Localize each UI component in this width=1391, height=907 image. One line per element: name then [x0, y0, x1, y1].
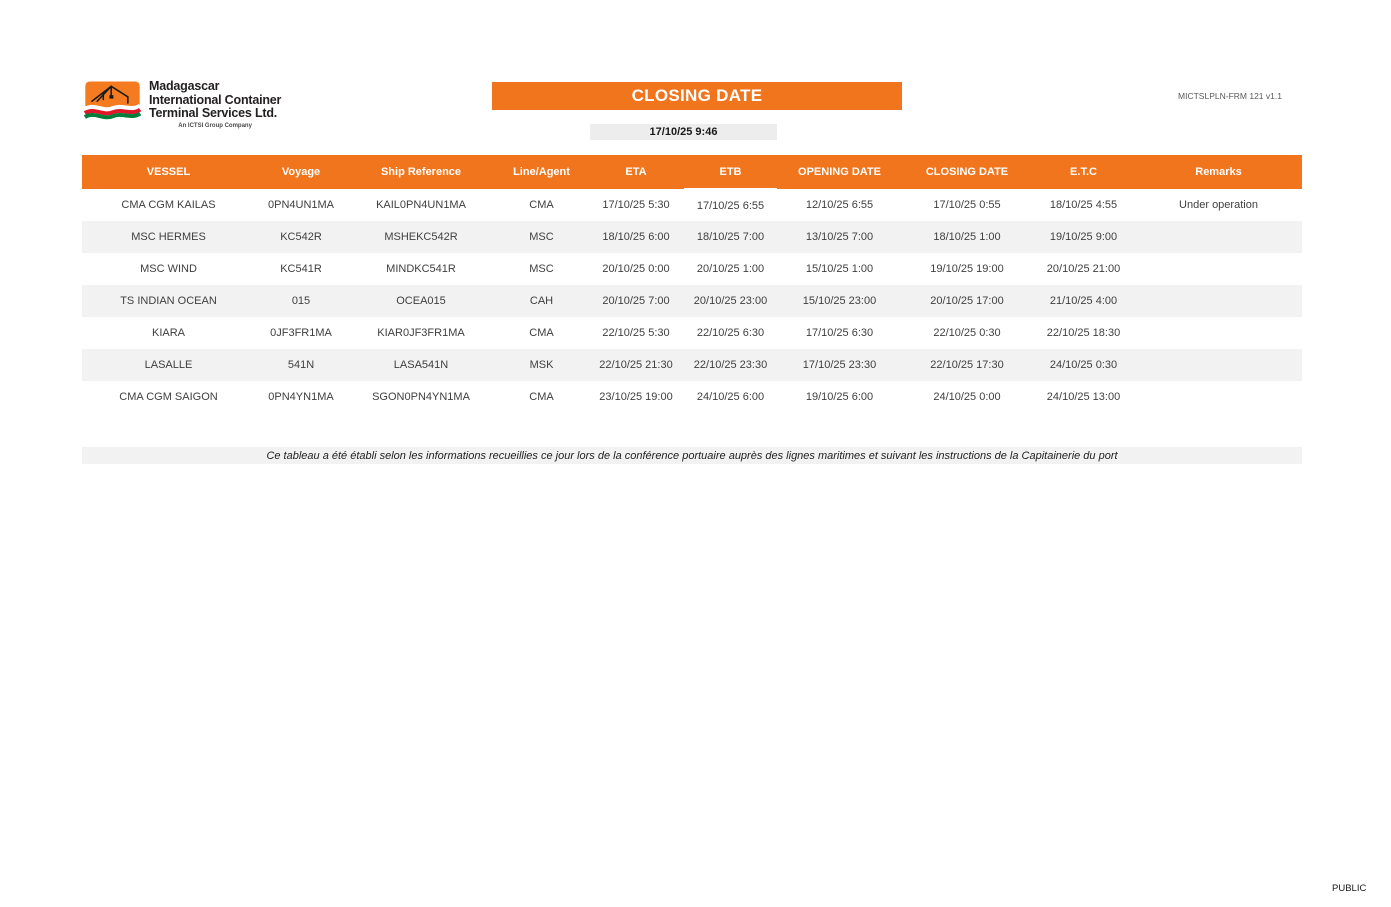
cell-line_agent: CMA [529, 199, 554, 211]
cell-line_agent: CAH [495, 285, 588, 317]
cell-voyage: 0PN4UN1MA [267, 199, 335, 211]
closing-date-table-wrap [82, 155, 1302, 413]
cell-etc: 18/10/25 4:55 [1049, 199, 1118, 211]
cell-voyage: 015 [255, 285, 347, 317]
cell-eta: 17/10/25 5:30 [602, 199, 670, 211]
closing-date-table [82, 155, 1302, 413]
cell-ship_reference: KAIL0PN4UN1MA [376, 199, 466, 211]
table-row [82, 221, 1302, 253]
cell-remarks: Under operation [1179, 199, 1258, 211]
cell-vessel: MSC HERMES [82, 221, 255, 253]
column-header-remarks: Remarks [1135, 155, 1302, 189]
cell-closing_date: 20/10/25 17:00 [902, 285, 1032, 317]
cell-vessel: LASALLE [82, 349, 255, 381]
cell-opening_date: 12/10/25 6:55 [805, 199, 874, 211]
logo-org-line-1: Madagascar [149, 79, 220, 93]
cell-line_agent: CMA [529, 327, 554, 339]
column-header-etb: ETB [684, 155, 777, 189]
cell-voyage: KC541R [280, 263, 322, 275]
logo-text [149, 80, 281, 129]
cell-closing_date: 24/10/25 0:00 [933, 391, 1001, 403]
cell-eta: 22/10/25 5:30 [602, 327, 670, 339]
column-header-ship_reference: Ship Reference [347, 155, 495, 189]
cell-line_agent: CMA [529, 391, 554, 403]
cell-etc: 24/10/25 13:00 [1046, 391, 1121, 403]
cell-etb: 22/10/25 23:30 [684, 349, 777, 381]
cell-remarks [1135, 285, 1302, 317]
cell-voyage: KC542R [255, 221, 347, 253]
column-header-opening_date: OPENING DATE [777, 155, 902, 189]
logo-org-line-3: Terminal Services Ltd. [149, 106, 278, 120]
cell-ship_reference: MINDKC541R [386, 263, 456, 275]
cell-etc: 24/10/25 0:30 [1032, 349, 1135, 381]
column-header-closing_date: CLOSING DATE [902, 155, 1032, 189]
column-header-voyage: Voyage [255, 155, 347, 189]
cell-ship_reference: OCEA015 [347, 285, 495, 317]
cell-opening_date: 19/10/25 6:00 [805, 391, 874, 403]
cell-eta: 18/10/25 6:00 [588, 221, 684, 253]
report-timestamp: 17/10/25 9:46 [649, 126, 718, 138]
table-row [82, 349, 1302, 381]
cell-opening_date: 17/10/25 23:30 [777, 349, 902, 381]
mictsl-logo [84, 80, 281, 129]
table-row [82, 189, 1302, 221]
cell-voyage: 0JF3FR1MA [270, 327, 332, 339]
cell-voyage: 541N [255, 349, 347, 381]
logo-tagline: An ICTSI Group Company [178, 122, 252, 129]
cell-etb: 24/10/25 6:00 [696, 391, 765, 403]
cell-opening_date: 15/10/25 23:00 [777, 285, 902, 317]
cell-line_agent: MSC [529, 263, 554, 275]
cell-remarks [1135, 381, 1302, 413]
footer-note: Ce tableau a été établi selon les informations recueillies ce jour lors de la conférence portuaire auprès des lignes maritimes et suivant les instructions de la Capitainerie du port [266, 449, 1118, 462]
cell-remarks [1135, 221, 1302, 253]
title-banner [492, 82, 902, 110]
form-reference: MICTSLPLN-FRM 121 v1.1 [1178, 91, 1282, 101]
column-header-vessel: VESSEL [82, 155, 255, 189]
table-body [82, 189, 1302, 413]
cell-vessel: MSC WIND [140, 263, 197, 275]
cell-etc: 21/10/25 4:00 [1032, 285, 1135, 317]
cell-ship_reference: MSHEKC542R [347, 221, 495, 253]
cell-eta: 20/10/25 7:00 [588, 285, 684, 317]
cell-line_agent: MSK [495, 349, 588, 381]
footer-note-strip [82, 447, 1302, 464]
table-header-row [82, 155, 1302, 189]
cell-ship_reference: LASA541N [347, 349, 495, 381]
cell-etc: 22/10/25 18:30 [1046, 327, 1121, 339]
cell-vessel: TS INDIAN OCEAN [82, 285, 255, 317]
cell-opening_date: 13/10/25 7:00 [777, 221, 902, 253]
cell-voyage: 0PN4YN1MA [268, 391, 334, 403]
cell-opening_date: 15/10/25 1:00 [805, 263, 874, 275]
logo-org-line-2: International Container [149, 92, 282, 107]
cell-eta: 23/10/25 19:00 [599, 391, 673, 403]
table-row [82, 253, 1302, 285]
table-row [82, 381, 1302, 413]
cell-line_agent: MSC [495, 221, 588, 253]
cell-etc: 19/10/25 9:00 [1032, 221, 1135, 253]
table-row [82, 317, 1302, 349]
cell-closing_date: 19/10/25 19:00 [930, 263, 1004, 275]
cell-eta: 20/10/25 0:00 [602, 263, 670, 275]
cell-etb: 20/10/25 1:00 [696, 263, 765, 275]
cell-closing_date: 17/10/25 0:55 [933, 199, 1001, 211]
cell-remarks [1135, 317, 1302, 349]
cell-etc: 20/10/25 21:00 [1046, 263, 1121, 275]
cell-eta: 22/10/25 21:30 [588, 349, 684, 381]
cell-etb: 18/10/25 7:00 [684, 221, 777, 253]
cell-ship_reference: SGON0PN4YN1MA [372, 391, 470, 403]
cell-vessel: CMA CGM SAIGON [119, 391, 218, 403]
report-timestamp-strip [590, 124, 777, 140]
cell-remarks [1135, 349, 1302, 381]
cell-ship_reference: KIAR0JF3FR1MA [377, 327, 465, 339]
cell-etb: 22/10/25 6:30 [696, 327, 765, 339]
column-header-eta: ETA [588, 155, 684, 189]
cell-etb: 20/10/25 23:00 [684, 285, 777, 317]
cell-closing_date: 22/10/25 17:30 [902, 349, 1032, 381]
cell-remarks [1135, 253, 1302, 285]
page-title: CLOSING DATE [631, 86, 763, 105]
cell-opening_date: 17/10/25 6:30 [805, 327, 874, 339]
cell-vessel: CMA CGM KAILAS [121, 199, 216, 211]
column-header-line_agent: Line/Agent [495, 155, 588, 189]
column-header-etc: E.T.C [1032, 155, 1135, 189]
cell-etb: 17/10/25 6:55 [696, 199, 765, 212]
cell-vessel: KIARA [151, 327, 185, 339]
table-row [82, 285, 1302, 317]
cell-closing_date: 22/10/25 0:30 [933, 327, 1001, 339]
crane-logo-icon [84, 80, 141, 126]
classification-label: PUBLIC [1332, 883, 1367, 894]
cell-closing_date: 18/10/25 1:00 [902, 221, 1032, 253]
